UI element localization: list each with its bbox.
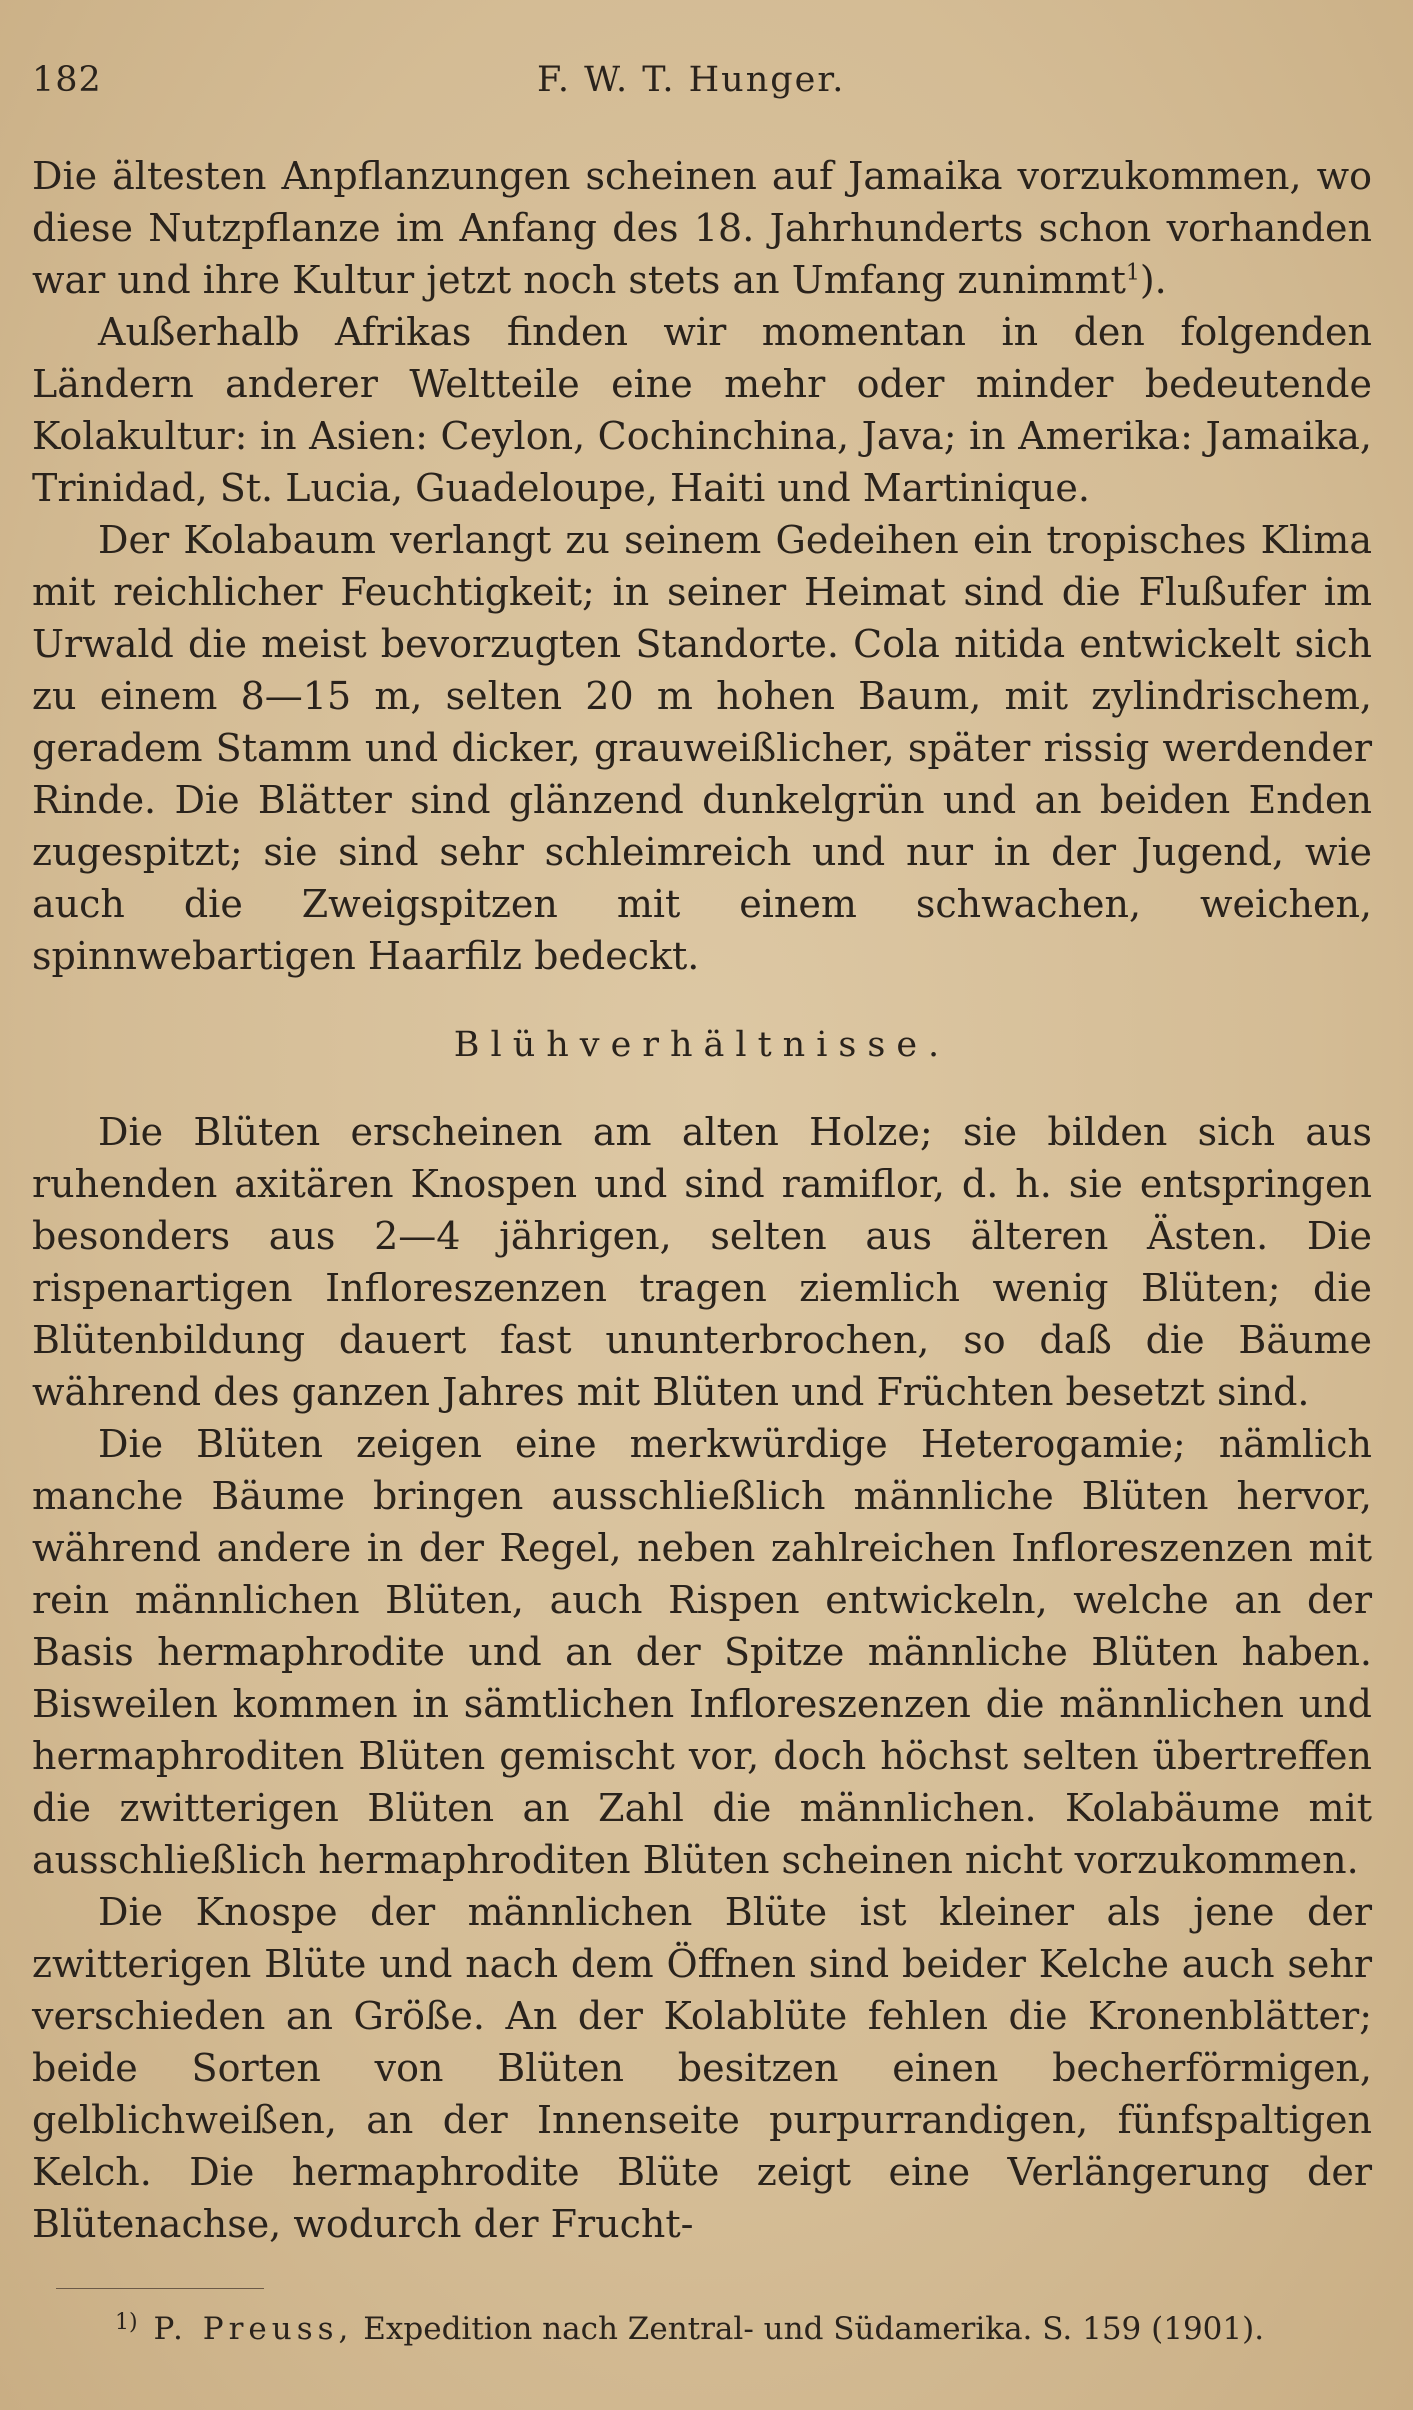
footnote-text: Expedition nach Zentral- und Südamerika. S. 159 (1901).	[363, 2311, 1265, 2347]
book-page	[32, 50, 1372, 2355]
paragraph-text: Die ältesten Anpflanzungen scheinen auf Jamaika vorzukommen, wo diese Nutzpflanze im Anfang des 18. Jahrhunderts schon vorhanden war und ihre Kultur jetzt noch stets an Umfang zunimmt	[32, 154, 1372, 302]
paragraph-heterogamy: Die Blüten zeigen eine merkwürdige Heterogamie; nämlich manche Bäume bringen ausschließlich männliche Blüten hervor, während andere in der Regel, neben zahlreichen Infloreszenzen mit rein männlichen Blüten, auch Rispen entwickeln, welche an der Basis hermaphrodite und an der Spitze männliche Blüten haben. Bisweilen kommen in sämtlichen Infloreszenzen die männlichen und hermaphroditen Blüten gemischt vor, doch höchst selten übertreffen die zwitterigen Blüten an Zahl die männlichen. Kolabäume mit ausschließlich hermaphroditen Blüten scheinen nicht vorzukommen.	[32, 1422, 1372, 1882]
paragraph-jamaica	[32, 150, 1372, 306]
page-number: 182	[32, 60, 102, 100]
paragraph-bud: Die Knospe der männlichen Blüte ist kleiner als jene der zwitterigen Blüte und nach dem Öffnen sind beider Kelche auch sehr verschieden an Größe. An der Kolablüte fehlen die Kronenblätter; beide Sorten von Blüten besitzen einen becherförmigen, gelblichweißen, an der Innenseite purpurrandigen, fünfspaltigen Kelch. Die hermaphrodite Blüte zeigt eine Verlängerung der Blütenachse, wodurch der Frucht-	[32, 1890, 1372, 2246]
footnote-author: P. Preuss,	[153, 2311, 354, 2347]
page-body	[32, 150, 1372, 2250]
paragraph-cultivation-countries: Außerhalb Afrikas finden wir momentan in den folgenden Ländern anderer Weltteile eine mehr oder minder bedeutende Kolakultur: in Asien: Ceylon, Cochinchina, Java; in Amerika: Jamaika, Trinidad, St. Lucia, Guadeloupe, Haiti und Martinique.	[32, 310, 1372, 510]
running-head: F. W. T. Hunger.	[537, 60, 846, 100]
footnote-reference: 1	[1125, 260, 1140, 286]
paragraph-tail: ).	[1139, 258, 1167, 302]
section-heading: Blühverhältnisse.	[453, 1025, 951, 1065]
paragraph-tree-description: Der Kolabaum verlangt zu seinem Gedeihen ein tropisches Klima mit reichlicher Feuchtigkeit; in seiner Heimat sind die Flußufer im Urwald die meist bevorzugten Standorte. Cola nitida entwickelt sich zu einem 8—15 m, selten 20 m hohen Baum, mit zylindrischem, geradem Stamm und dicker, grauweißlicher, später rissig werdender Rinde. Die Blätter sind glänzend dunkelgrün und an beiden Enden zugespitzt; sie sind sehr schleimreich und nur in der Jugend, wie auch die Zweigspitzen mit einem schwachen, weichen, spinnwebartigen Haarfilz bedeckt.	[32, 518, 1372, 978]
footnote	[32, 2307, 1372, 2355]
footnote-divider	[56, 2288, 264, 2289]
paragraph-flowers: Die Blüten erscheinen am alten Holze; sie bilden sich aus ruhenden axitären Knospen und sind ramiflor, d. h. sie entspringen besonders aus 2—4 jährigen, selten aus älteren Ästen. Die rispenartigen Infloreszenzen tragen ziemlich wenig Blüten; die Blütenbildung dauert fast ununterbrochen, so daß die Bäume während des ganzen Jahres mit Blüten und Früchten besetzt sind.	[32, 1110, 1372, 1414]
footnote-mark: 1)	[115, 2310, 138, 2335]
page-header	[32, 50, 1372, 110]
